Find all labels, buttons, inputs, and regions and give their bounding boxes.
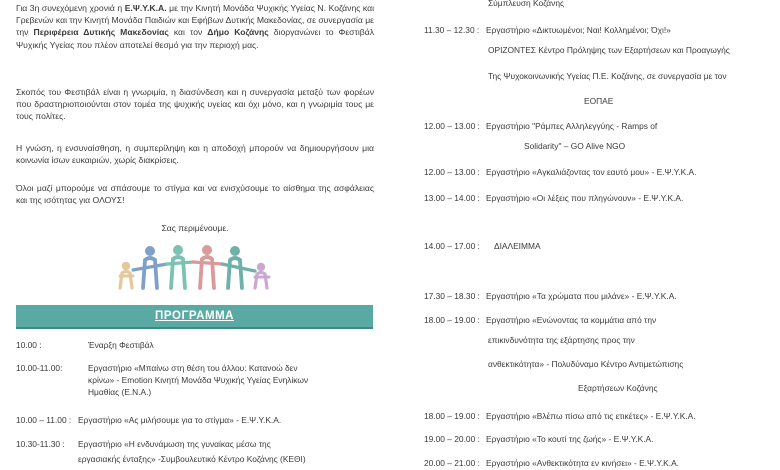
- program-time: 12.00 – 13.00 :: [424, 167, 480, 177]
- program-time: 13.00 – 14.00 :: [424, 193, 480, 203]
- break-label: ΔΙΑΛΕΙΜΜΑ: [494, 241, 541, 251]
- program-text: Εργαστήριο «Ανθεκτικότητα εν κινήσει» - Ε.Ψ.Υ.Κ.Α.: [486, 458, 680, 468]
- program-row: [16, 438, 376, 468]
- program-text: επικινδυνότητα της εξάρτησης προς την: [488, 335, 635, 345]
- adult-figure-2-icon: [167, 245, 193, 288]
- program-time: 10.00 – 11.00 :: [16, 415, 72, 425]
- program-banner: [16, 305, 373, 329]
- intro-text: Για 3η συνεχόμενη χρονιά η: [16, 3, 125, 13]
- program-text: Εργαστήριο "Ράμπες Αλληλεγγύης - Ramps of: [486, 121, 658, 131]
- program-time: 10.30-11.30 :: [16, 439, 65, 449]
- child-figure-left-icon: [120, 262, 133, 288]
- people-illustration: [112, 240, 277, 292]
- program-text: ΕΟΠΑΕ: [584, 96, 614, 106]
- program-text: εργασιακής ένταξης» -Συμβουλευτικό Κέντρο Κοζάνης (ΚΕΘΙ): [78, 454, 306, 464]
- intro-paragraph-1: [16, 2, 374, 51]
- program-time: 19.00 – 20.00 :: [424, 434, 480, 444]
- program-time: 10.00-11.00:: [16, 363, 63, 373]
- program-text: Εξαρτήσεων Κοζάνης: [578, 383, 658, 393]
- child-figure-right-icon: [255, 263, 269, 288]
- program-text: Ημαθίας (Ε.Ν.Α.): [88, 387, 152, 397]
- program-row: [16, 362, 376, 400]
- intro-paragraph-2: Σκοπός του Φεστιβάλ είναι η γνωριμία, η διασύνδεση και η συνεργασία μεταξύ των φορέων που δραστηριοποιούνται στον τομέα της ψυχικής υγείας και όχι μόνο, και η γνωριμία τους με τους πολίτες.: [16, 87, 374, 122]
- program-time: 20.00 – 21.00 :: [424, 458, 480, 468]
- program-time: 14.00 – 17.00 :: [424, 241, 480, 251]
- program-text: Σύμπλευση Κοζάνης: [488, 0, 565, 8]
- program-text: κρίνω» - Emotion Κινητή Μονάδα Ψυχικής Υγείας Ενηλίκων: [88, 375, 309, 385]
- program-text: ανθεκτικότητα» - Πολυδύναμο Κέντρο Αντιμετώπισης: [488, 359, 684, 369]
- program-text: Εργαστήριο «Αγκαλιάζοντας τον εαυτό μου» - Ε.Ψ.Υ.Κ.Α.: [486, 167, 697, 177]
- intro-text: και τον: [168, 27, 208, 38]
- adult-figure-4-icon: [222, 246, 255, 288]
- program-title: ΠΡΟΓΡΑΜΜΑ: [155, 310, 234, 322]
- program-time: 18.00 – 19.00 :: [424, 411, 480, 421]
- region-bold: Περιφέρεια Δυτικής Μακεδονίας: [33, 27, 169, 38]
- program-text: Εργαστήριο «Μπαίνω στη θέση του άλλου: Κατανοώ δεν: [88, 363, 298, 373]
- program-text: Εργαστήριο «Δικτυωμένοι; Ναι! Κολλημένοι; Όχι!»: [486, 25, 671, 35]
- epsyka-bold: Ε.Ψ.Υ.Κ.Α.: [124, 3, 167, 13]
- adult-figure-1-icon: [133, 246, 167, 288]
- waiting-text: Σας περιμένουμε.: [161, 223, 229, 233]
- adult-figure-3-icon: [193, 245, 222, 288]
- program-time: 10.00 :: [16, 340, 42, 350]
- program-text: Εργαστήριο «Το κουτί της ζωής» - Ε.Ψ.Υ.Κ.Α.: [486, 434, 654, 444]
- intro-text: διοργανώνει το Φεστιβάλ Ψυχικής Υγείας που πλέον αποτελεί θεσμό για την περιοχή μας.: [16, 27, 374, 50]
- program-text: ΟΡΙΖΟΝΤΕΣ Κέντρο Πρόληψης των Εξαρτήσεων και Προαγωγής: [488, 45, 730, 55]
- program-text: Εργαστήριο «Ενώνοντας τα κομμάτια από την: [486, 315, 657, 325]
- program-text: Εργαστήριο «Ας μιλήσουμε για το στίγμα» - Ε.Ψ.Υ.Κ.Α.: [78, 415, 282, 425]
- program-text: Της Ψυχοκοινωνικής Υγείας Π.Ε. Κοζάνης, σε συνεργασία με τον: [488, 71, 727, 81]
- program-text: Εργαστήριο «Τα χρώματα που μιλάνε» - Ε.Ψ.Υ.Κ.Α.: [486, 291, 677, 301]
- intro-paragraph-4: Όλοι μαζί μπορούμε να σπάσουμε το στίγμα και να ενισχύσουμε το αίσθημα της ασφάλειας και της ισότητας για ΟΛΟΥΣ!: [16, 183, 374, 206]
- program-text: Εργαστήριο «Η ενδυνάμωση της γυναίκας μέσω της: [78, 439, 271, 449]
- program-text: Εργαστήριο «Οι λέξεις που πληγώνουν» - Ε.Ψ.Υ.Κ.Α.: [486, 193, 684, 203]
- municipality-bold: Δήμο Κοζάνης: [207, 27, 269, 38]
- program-time: 18.00 – 19.00 :: [424, 315, 480, 325]
- program-text: Έναρξη Φεστιβάλ: [88, 340, 154, 350]
- program-text: Εργαστήριο «Βλέπω πίσω από τις ετικέτες» - Ε.Ψ.Υ.Κ.Α.: [486, 411, 696, 421]
- program-time: 11.30 – 12.30 :: [424, 25, 480, 35]
- program-time: 12.00 – 13.00 :: [424, 121, 480, 131]
- intro-text: με την Κινητή Μονάδα Ψυχικής Υγείας Ν. Κοζάνης και Γρεβενών και την Κινητή Μονάδα Παιδιών και Εφήβων Δυτικής Μακεδονίας, σε συνεργασία με την: [16, 3, 374, 38]
- program-text: Solidarity" – GO Alive NGO: [524, 141, 626, 151]
- intro-paragraph-3: Η γνώση, η ενσυναίσθηση, η συμπερίληψη και η αποδοχή μπορούν να δημιουργήσουν μια κοινωνία ίσων ευκαιριών, χωρίς διακρίσεις.: [16, 143, 374, 166]
- program-time: 17.30 – 18.30 :: [424, 291, 480, 301]
